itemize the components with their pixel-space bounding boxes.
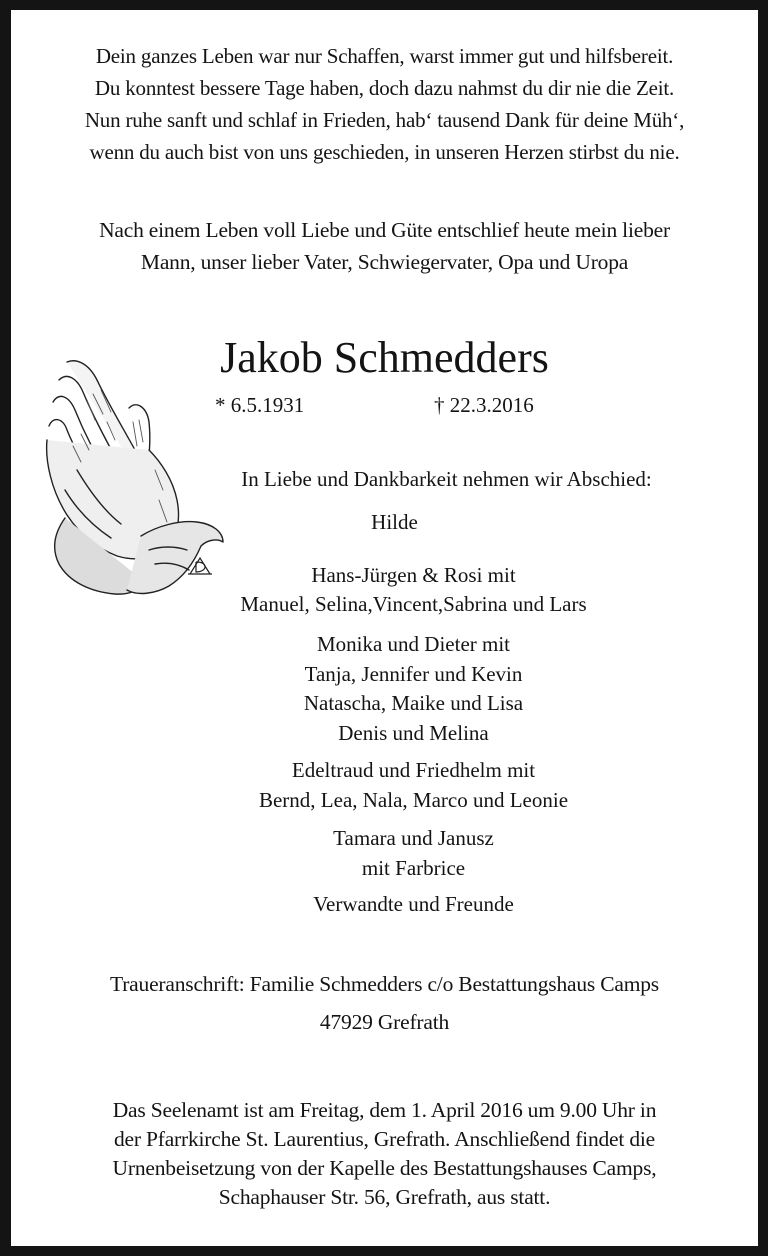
farewell-line: In Liebe und Dankbarkeit nehmen wir Abschied: [241, 467, 652, 491]
family-name: Denis und Melina [338, 721, 489, 745]
family-name: Bernd, Lea, Nala, Marco und Leonie [258, 788, 569, 812]
family-name: Verwandte und Freunde [313, 892, 514, 916]
obituary-notice [11, 10, 758, 1246]
deceased-name: Jakob Schmedders [220, 333, 549, 382]
intro-line: Mann, unser lieber Vater, Schwiegervater, Opa und Uropa [140, 250, 629, 274]
family-name: Manuel, Selina,Vincent,Sabrina und Lars [240, 592, 587, 616]
service-line: der Pfarrkirche St. Laurentius, Grefrath. Anschließend findet die [113, 1127, 656, 1151]
family-name: Hilde [371, 510, 418, 534]
poem-line: Du konntest bessere Tage haben, doch dazu nahmst du dir nie die Zeit. [94, 76, 675, 100]
poem-line: wenn du auch bist von uns geschieden, in unseren Herzen stirbst du nie. [89, 140, 680, 164]
family-name: mit Farbrice [361, 856, 466, 880]
family-name: Natascha, Maike und Lisa [303, 691, 524, 715]
family-name: Tamara und Janusz [333, 826, 494, 850]
intro-line: Nach einem Leben voll Liebe und Güte entschlief heute mein lieber [99, 218, 670, 242]
birth-date: * 6.5.1931 [215, 393, 305, 417]
family-name: Tanja, Jennifer und Kevin [304, 662, 523, 686]
address-line: Traueranschrift: Familie Schmedders c/o Bestattungshaus Camps [110, 972, 659, 996]
service-line: Das Seelenamt ist am Freitag, dem 1. April 2016 um 9.00 Uhr in [112, 1098, 657, 1122]
service-line: Urnenbeisetzung von der Kapelle des Bestattungshauses Camps, [112, 1156, 657, 1180]
family-name: Hans-Jürgen & Rosi mit [311, 563, 516, 587]
poem-line: Dein ganzes Leben war nur Schaffen, warst immer gut und hilfsbereit. [95, 44, 674, 68]
family-name: Monika und Dieter mit [316, 632, 511, 656]
death-date: † 22.3.2016 [434, 393, 534, 417]
service-line: Schaphauser Str. 56, Grefrath, aus statt. [218, 1185, 551, 1209]
family-name: Edeltraud und Friedhelm mit [291, 758, 536, 782]
address-line: 47929 Grefrath [319, 1010, 450, 1034]
poem-line: Nun ruhe sanft und schlaf in Frieden, hab‘ tausend Dank für deine Müh‘, [84, 108, 685, 132]
